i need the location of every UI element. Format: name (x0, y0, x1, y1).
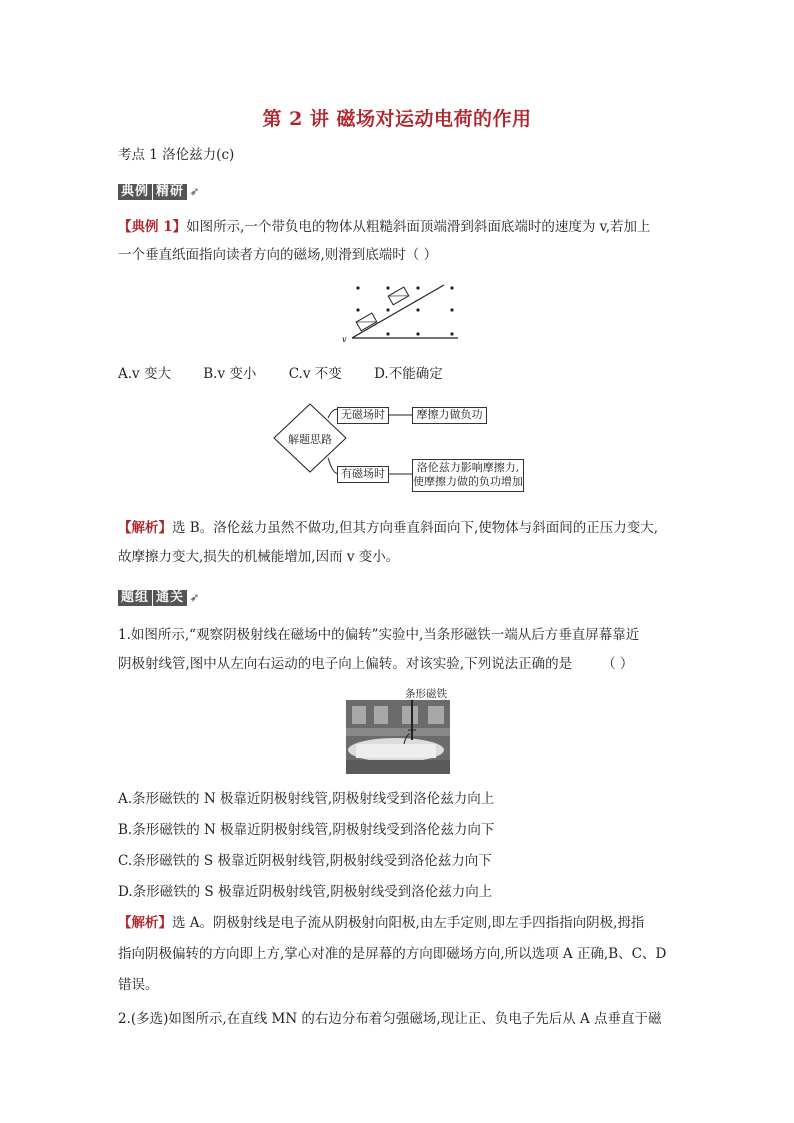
incline-figure (340, 280, 465, 345)
velocity-arrow (352, 332, 362, 338)
photo-label: 条形磁铁 (405, 688, 447, 700)
analysis2-line3: 错误。 (118, 977, 159, 993)
flow-center-label: 解题思路 (288, 433, 332, 446)
analysis2-line1: 【解析】选 A。阴极射线是电子流从阴极射向阳极,由左手定则,即左手四指指向阴极,拇指 (118, 915, 645, 931)
flow-negative-work: 摩擦力做负功 (412, 407, 487, 424)
q2-line1: 2.(多选)如图所示,在直线 MN 的右边分布着匀强磁场,现让正、负电子先后从 A 点垂直于磁 (118, 1011, 662, 1027)
q1-option-d: D.条形磁铁的 S 极靠近阴极射线管,阴极射线受到洛伦兹力向上 (118, 884, 493, 900)
option-b: B.v 变小 (203, 366, 257, 382)
flow-with-field: 有磁场时 (337, 466, 389, 483)
banner-example: 典例 精研 ➶ (118, 180, 200, 200)
q1-option-a: A.条形磁铁的 N 极靠近阴极射线管,阴极射线受到洛伦兹力向上 (118, 791, 495, 807)
crt-photo (346, 700, 450, 774)
banner-practice: 题组 通关 ➶ (118, 586, 200, 606)
block-top (388, 287, 409, 305)
option-c: C.v 不变 (288, 366, 342, 382)
example1-line1: 【典例 1】如图所示,一个带负电的物体从粗糙斜面顶端滑到斜面底端时的速度为 v,若加上 (118, 219, 651, 235)
q1-line2: 阴极射线管,图中从左向右运动的电子向上偏转。对该实验,下列说法正确的是 （ ） (118, 656, 634, 672)
q1-option-b: B.条形磁铁的 N 极靠近阴极射线管,阴极射线受到洛伦兹力向下 (118, 822, 495, 838)
option-d: D.不能确定 (374, 366, 443, 382)
flow-lorentz-effect: 洛伦兹力影响摩擦力, 使摩擦力做的负功增加 (412, 459, 524, 492)
analysis2-line2: 指向阴极偏转的方向即上方,掌心对准的是屏幕的方向即磁场方向,所以选项 A 正确,B、C、D (118, 946, 667, 962)
q1-line1: 1.如图所示,“观察阴极射线在磁场中的偏转”实验中,当条形磁铁一端从后方垂直屏幕靠近 (118, 627, 640, 643)
topic-heading: 考点 1 洛伦兹力(c) (118, 147, 235, 163)
example1-options (118, 365, 683, 383)
flow-no-field: 无磁场时 (337, 407, 389, 424)
example1-line2: 一个垂直纸面指向读者方向的磁场,则滑到底端时（ ） (118, 247, 438, 263)
analysis1-line1: 【解析】选 B。洛伦兹力虽然不做功,但其方向垂直斜面向下,使物体与斜面间的正压力变大, (118, 520, 659, 536)
option-a: A.v 变大 (118, 366, 171, 382)
page-title: 第 2 讲 磁场对运动电荷的作用 (262, 108, 532, 130)
block-bottom (356, 313, 377, 331)
analysis1-line2: 故摩擦力变大,损失的机械能增加,因而 v 变小。 (118, 549, 400, 565)
velocity-label: v (342, 335, 347, 344)
q1-option-c: C.条形磁铁的 S 极靠近阴极射线管,阴极射线受到洛伦兹力向下 (118, 853, 492, 869)
